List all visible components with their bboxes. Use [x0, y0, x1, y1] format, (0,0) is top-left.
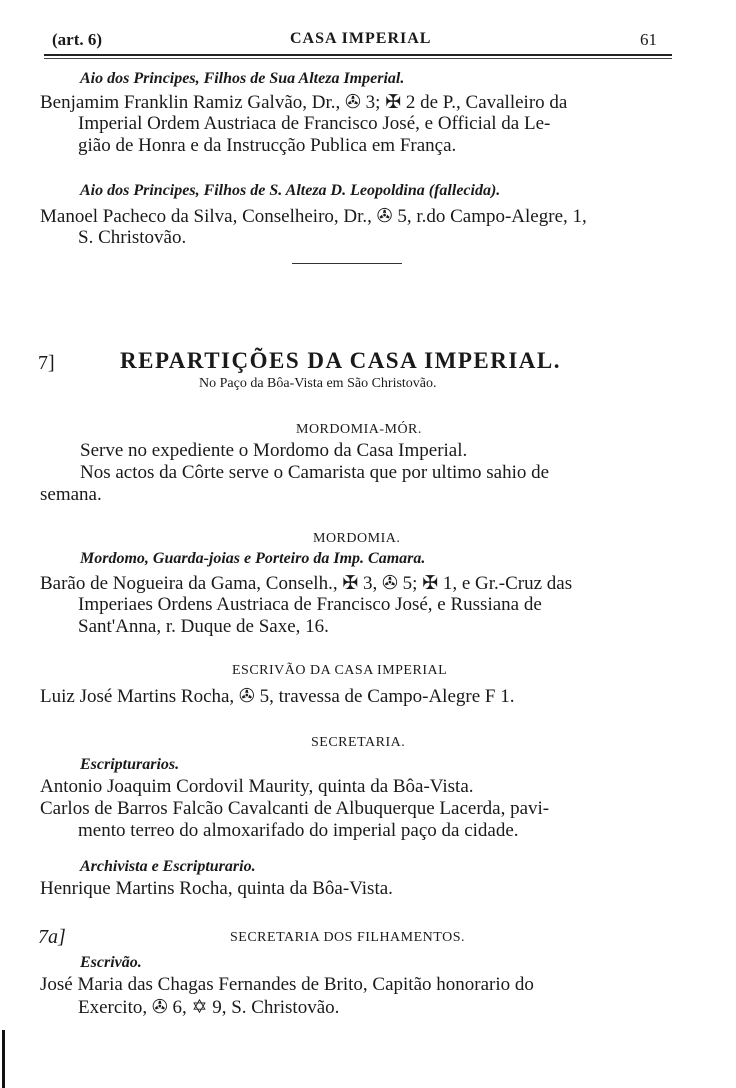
section-7a-line-1: José Maria das Chagas Fernandes de Brito, Capitão honorario do	[40, 974, 534, 995]
section-separator	[292, 263, 402, 264]
mordomia-line-3: Sant'Anna, r. Duque de Saxe, 16.	[78, 616, 329, 637]
mordomia-role: Mordomo, Guarda-joias e Porteiro da Imp. Camara.	[80, 550, 426, 567]
section-7-title: REPARTIÇÕES DA CASA IMPERIAL.	[120, 348, 561, 373]
header-title: CASA IMPERIAL	[290, 30, 432, 47]
block2-line-1: Manoel Pacheco da Silva, Conselheiro, Dr., ✇ 5, r.do Campo-Alegre, 1,	[40, 206, 587, 227]
section-7a-heading: SECRETARIA DOS FILHAMENTOS.	[230, 930, 465, 945]
page-number: 61	[640, 30, 657, 49]
section-7a-line-2: Exercito, ✇ 6, ✡ 9, S. Christovão.	[78, 997, 340, 1018]
block1-line-3: gião de Honra e da Instrucção Publica em França.	[78, 135, 457, 156]
secretaria-line-3: mento terreo do almoxarifado do imperial paço da cidade.	[78, 820, 519, 841]
section-7-subtitle: No Paço da Bôa-Vista em São Christovão.	[199, 376, 437, 391]
header-article: (art. 6)	[52, 30, 103, 49]
block1-line-1: Benjamim Franklin Ramiz Galvão, Dr., ✇ 3; ✠ 2 de P., Cavalleiro da	[40, 92, 568, 113]
escrivao-line-1: Luiz José Martins Rocha, ✇ 5, travessa de Campo-Alegre F 1.	[40, 686, 515, 707]
mordomia-mor-line-3: semana.	[40, 484, 102, 505]
mordomia-mor-heading: MORDOMIA-MÓR.	[296, 422, 422, 437]
block2-line-2: S. Christovão.	[78, 227, 187, 248]
secretaria-line-4: Henrique Martins Rocha, quinta da Bôa-Vista.	[40, 878, 393, 899]
escrivao-heading: ESCRIVÃO DA CASA IMPERIAL	[232, 663, 448, 678]
secretaria-role-2: Archivista e Escripturario.	[80, 858, 256, 875]
scan-edge-mark	[2, 1030, 5, 1088]
secretaria-line-1: Antonio Joaquim Cordovil Maurity, quinta da Bôa-Vista.	[40, 776, 474, 797]
section-7-number: 7]	[38, 352, 55, 374]
header-rule-thin	[44, 58, 672, 59]
secretaria-line-2: Carlos de Barros Falcão Cavalcanti de Albuquerque Lacerda, pavi-	[40, 798, 550, 819]
header-rule	[44, 54, 672, 56]
block2-heading: Aio dos Principes, Filhos de S. Alteza D. Leopoldina (fallecida).	[80, 182, 501, 199]
section-7a-number: 7a]	[38, 926, 66, 948]
mordomia-mor-line-1: Serve no expediente o Mordomo da Casa Imperial.	[80, 440, 468, 461]
mordomia-heading: MORDOMIA.	[313, 531, 401, 546]
block1-heading: Aio dos Principes, Filhos de Sua Alteza Imperial.	[80, 70, 405, 87]
section-7a-role: Escrivão.	[80, 954, 142, 971]
mordomia-line-1: Barão de Nogueira da Gama, Conselh., ✠ 3, ✇ 5; ✠ 1, e Gr.-Cruz das	[40, 573, 573, 594]
secretaria-role-1: Escripturarios.	[80, 756, 180, 773]
block1-line-2: Imperial Ordem Austriaca de Francisco José, e Official da Le-	[78, 113, 551, 134]
secretaria-heading: SECRETARIA.	[311, 735, 406, 750]
mordomia-mor-line-2: Nos actos da Côrte serve o Camarista que por ultimo sahio de	[80, 462, 550, 483]
mordomia-line-2: Imperiaes Ordens Austriaca de Francisco José, e Russiana de	[78, 594, 542, 615]
